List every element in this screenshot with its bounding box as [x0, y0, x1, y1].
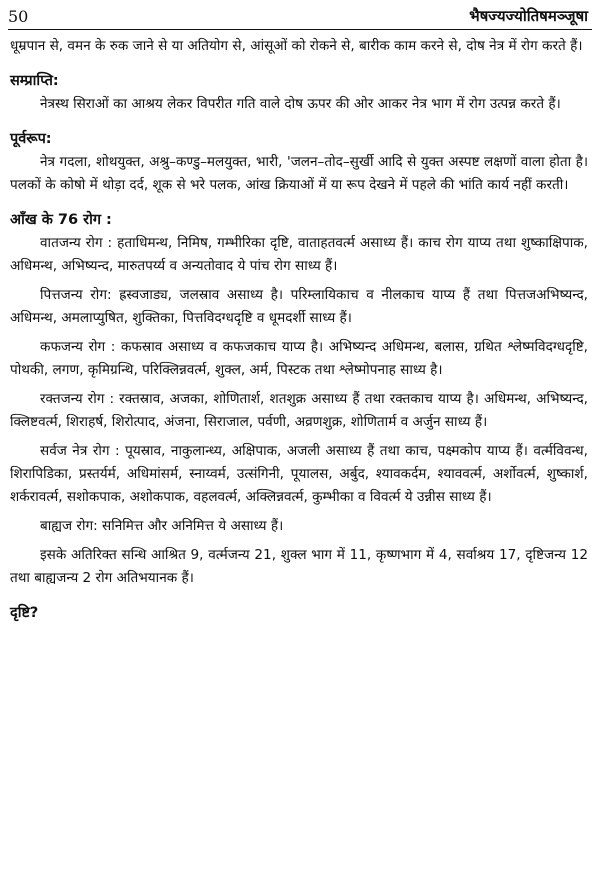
- paragraph-samprapti: नेत्रस्थ सिराओं का आश्रय लेकर विपरीत गति वाले दोष ऊपर की ओर आकर नेत्र भाग में रोग उत्पन्न करते हैं।: [40, 96, 561, 112]
- paragraph-pittajanya: पित्तजन्य रोग: ह्रस्वजाड्य, जलस्राव असाध्य है। परिम्लायिकाच व नीलकाच याप्य हैं तथा पित्तजअभिष्यन्द, अधिमन्थ, अमलाप्युषित, शुक्तिका, पित्तविदग्धदृष्टि व धूमदर्शी साध्य हैं।: [10, 287, 588, 326]
- paragraph-raktajanya: रक्तजन्य रोग : रक्तस्राव, अजका, शोणितार्श, शतशुक्र असाध्य हैं तथा रक्तकाच याप्य है। अधिमन्थ, अभिष्यन्द, क्लिष्टवर्त्म, शिराहर्ष, शिरोत्पाद, अंजना, सिराजाल, पर्वणी, अव्रणशुक्र, शोणितार्म व अर्जुन साध्य हैं।: [10, 391, 588, 430]
- page-body: [10, 35, 588, 625]
- paragraph-vatajanya: वातजन्य रोग : हताधिमन्थ, निमिष, गम्भीरिका दृष्टि, वाताहतवर्त्म असाध्य हैं। काच रोग याप्य तथा शुष्काक्षिपाक, अधिमन्थ, अभिष्यन्द, मारुतपर्य्य व अन्यतोवाद ये पांच रोग साध्य हैं।: [10, 235, 588, 274]
- paragraph-kaphajanya: कफजन्य रोग : कफस्राव असाध्य व कफजकाच याप्य है। अभिष्यन्द अधिमन्थ, बलास, ग्रथित श्लेष्मविदग्धदृष्टि, पोथकी, लगण, कृमिग्रन्थि, परिक्लिन्नवर्त्म, शुक्ल, अर्म, पिस्टक तथा श्लेष्मोपनाह साध्य है।: [10, 339, 588, 378]
- heading-purvaroop: पूर्वरूप:: [10, 131, 52, 147]
- heading-drishti: दृष्टि?: [10, 605, 39, 621]
- paragraph-intro: धूम्रपान से, वमन के रुक जाने से या अतियोग से, आंसूओं को रोकने से, बारीक काम करने से, दोष नेत्र में रोग करते हैं।: [10, 38, 583, 54]
- paragraph-sarvaja: सर्वज नेत्र रोग : पूयस्राव, नाकुलान्ध्य, अक्षिपाक, अजली असाध्य हैं तथा काच, पक्ष्मकोप याप्य हैं। वर्त्मविवन्ध, शिरापिडिका, प्रस्तर्यर्म, अधिमांसर्म, स्नाय्वर्म, उत्संगिनी, पूयालस, अर्बुद, श्यावकर्दम, श्याववर्त्म, अर्शोवर्त्म, शुष्कार्श, शर्करावर्त्म, सशोकपाक, अशोकपाक, वहलवर्त्म, अक्लिन्नवर्त्म, कुम्भीका व विवर्त्म ये उन्नीस साध्य हैं।: [10, 443, 588, 505]
- paragraph-additional: इसके अतिरिक्त सन्धि आश्रित 9, वर्त्मजन्य 21, शुक्ल भाग में 11, कृष्णभाग में 4, सर्वाश्रय 17, दृष्टिजन्य 12 तथा बाह्यजन्य 2 रोग अतिभयानक हैं।: [10, 547, 588, 586]
- heading-samprapti: सम्प्राप्ति:: [10, 73, 59, 89]
- page-number: 50: [8, 7, 29, 26]
- running-title: भैषज्यज्योतिषमञ्जूषा: [469, 7, 588, 25]
- paragraph-bahyaja: बाह्यज रोग: सनिमित्त और अनिमित्त ये असाध्य हैं।: [40, 518, 284, 534]
- page-header: [8, 2, 588, 26]
- header-rule: [8, 29, 592, 30]
- heading-76-eye-diseases: आँख के 76 रोग :: [10, 212, 112, 228]
- paragraph-purvaroop: नेत्र गदला, शोथयुक्त, अश्रु–कण्डु–मलयुक्त, भारी, 'जलन–तोद–सुर्खी आदि से युक्त अस्पष्ट लक्षणों वाला होता है। पलकों के कोषो में थोड़ा दर्द, शूक से भरे पलक, आंख क्रियाओं में या रूप देखने में पहले की भांति कार्य नहीं करती।: [10, 154, 588, 193]
